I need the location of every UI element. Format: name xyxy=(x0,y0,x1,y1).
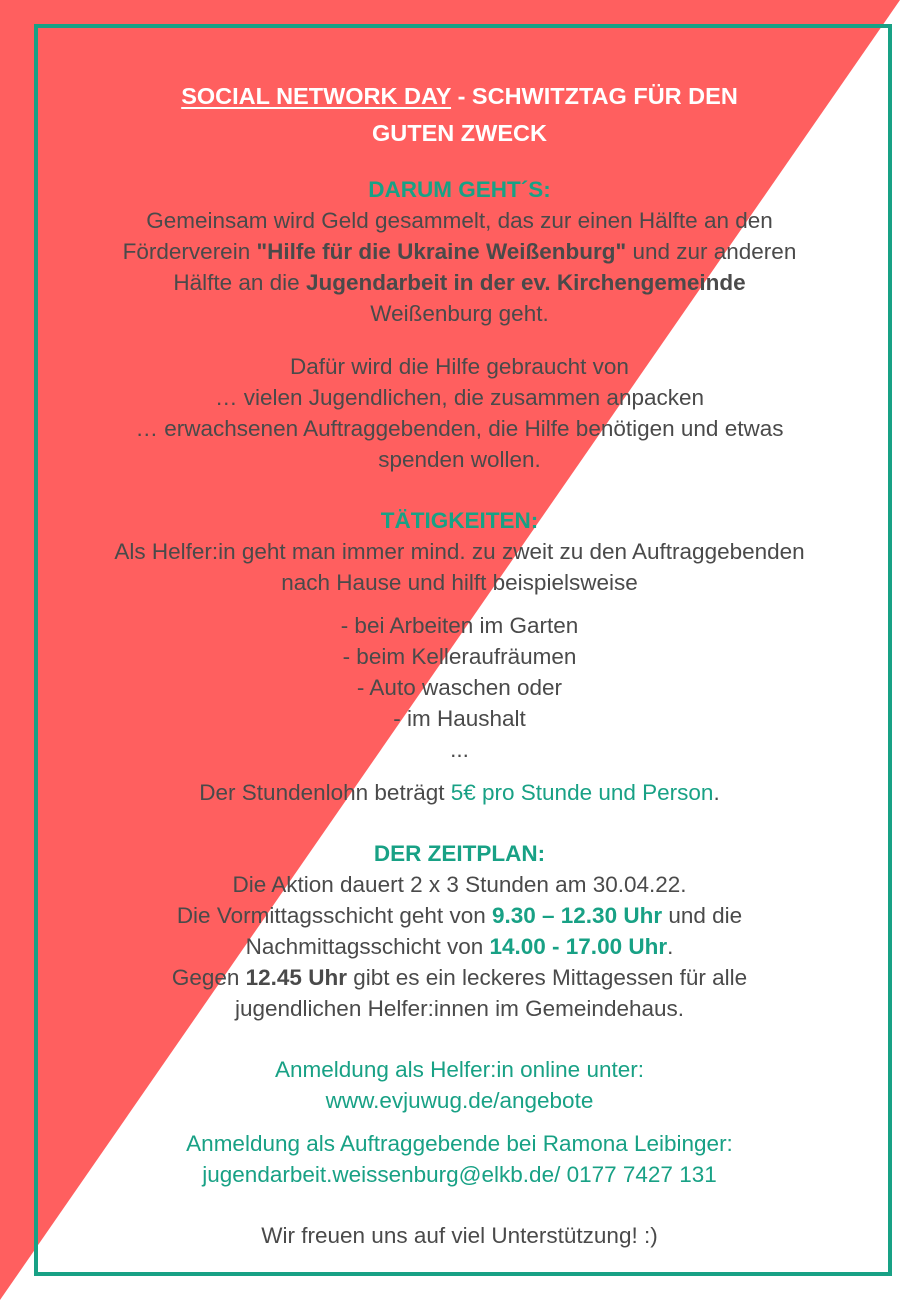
list-item: - bei Arbeiten im Garten xyxy=(340,613,579,638)
contact-email-phone[interactable]: jugendarbeit.weissenburg@elkb.de/ 0177 7427 131 xyxy=(202,1162,717,1187)
hilfe-paragraph: Dafür wird die Hilfe gebraucht von … vielen Jugendlichen, die zusammen anpacken … erwachsenen Auftraggebenden, die Hilfe benötigen und etwas spenden wollen. xyxy=(135,354,784,472)
closing-text: Wir freuen uns auf viel Unterstützung! :) xyxy=(261,1223,658,1248)
darum-paragraph: Gemeinsam wird Geld gesammelt, das zur einen Hälfte an den Förderverein "Hilfe für die Ukraine Weißenburg" und zur anderen Hälfte an die Jugendarbeit in der ev. Kirchengemeinde Weißenburg geht. xyxy=(122,208,797,326)
taetigkeiten-paragraph: Als Helfer:in geht man immer mind. zu zweit zu den Auftraggebenden nach Hause und hilft beispielsweise xyxy=(114,539,805,595)
list-item: - beim Kelleraufräumen xyxy=(342,644,577,669)
list-item: - im Haushalt xyxy=(393,706,526,731)
heading-darum: DARUM GEHT´S: xyxy=(368,177,551,202)
heading-taetigkeiten: TÄTIGKEITEN: xyxy=(380,508,539,533)
page-title xyxy=(40,78,879,152)
stundenlohn: Der Stundenlohn beträgt 5€ pro Stunde und Person. xyxy=(199,780,720,805)
anmeldung-auftraggebende: Anmeldung als Auftraggebende bei Ramona Leibinger: jugendarbeit.weissenburg@elkb.de/ 0177 7427 131 xyxy=(186,1131,733,1187)
title-rest: - SCHWITZTAG FÜR DEN xyxy=(451,83,738,109)
flyer-content xyxy=(40,78,879,1251)
heading-zeitplan: DER ZEITPLAN: xyxy=(373,841,546,866)
list-item: - Auto waschen oder xyxy=(356,675,563,700)
list-item: ... xyxy=(450,737,469,762)
title-underlined: SOCIAL NETWORK DAY xyxy=(181,83,452,109)
taetigkeiten-list xyxy=(40,610,879,765)
anmeldung-helfer: Anmeldung als Helfer:in online unter: www.evjuwug.de/angebote xyxy=(275,1057,644,1113)
zeitplan-paragraph: Die Aktion dauert 2 x 3 Stunden am 30.04.22. Die Vormittagsschicht geht von 9.30 – 12.30 Uhr und die Nachmittagsschicht von 14.00 - 17.00 Uhr. Gegen 12.45 Uhr gibt es ein leckeres Mittagessen für alle jugendlichen Helfer:innen im Gemeindehaus. xyxy=(171,872,748,1021)
title-line2: GUTEN ZWECK xyxy=(372,120,547,146)
signup-link[interactable]: www.evjuwug.de/angebote xyxy=(325,1088,594,1113)
